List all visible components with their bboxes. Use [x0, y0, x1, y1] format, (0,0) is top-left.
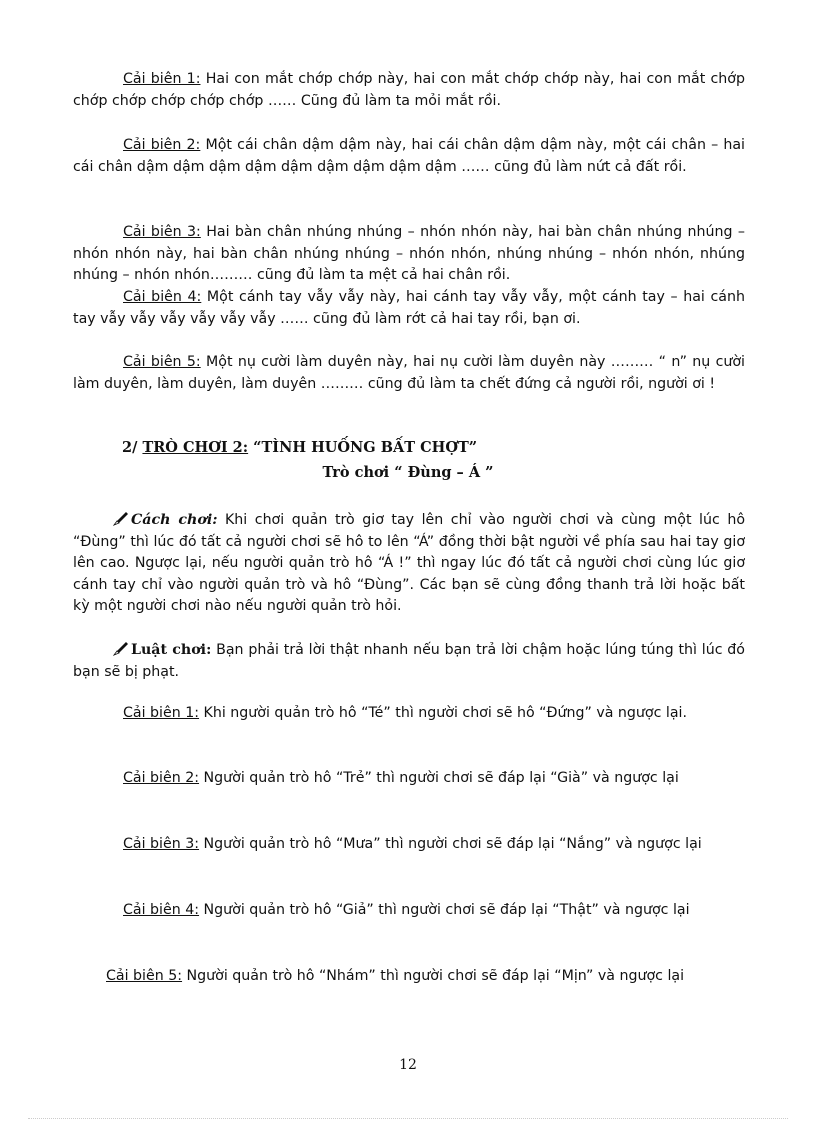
variant-paragraph-5 — [73, 352, 745, 395]
section-heading — [122, 439, 477, 456]
page-number: 12 — [399, 1057, 417, 1073]
variant-text: Một nụ cười làm duyên này, hai nụ cười làm duyên này ……… “ n” nụ cười làm duyên, làm duyên, làm duyên ……… cũng đủ làm ta chết đứng cả người rồi, người ơi ! — [73, 354, 745, 392]
how-to-play-label: Cách chơi: — [131, 512, 218, 528]
variant-text: Người quản trò hô “Trẻ” thì người chơi sẽ đáp lại “Già” và ngược lại — [199, 770, 679, 786]
variant-b-paragraph-1 — [73, 703, 745, 725]
page-bottom-divider — [28, 1118, 788, 1119]
how-to-play-paragraph — [73, 510, 745, 618]
variant-text: Khi người quản trò hô “Té” thì người chơi sẽ hô “Đứng” và ngược lại. — [199, 705, 687, 721]
variant-text: Người quản trò hô “Giả” thì người chơi sẽ đáp lại “Thật” và ngược lại — [199, 902, 690, 918]
variant-text: Hai bàn chân nhúng nhúng – nhón nhón này, hai bàn chân nhúng nhúng – nhón nhón này, hai bàn chân nhúng nhúng – nhón nhón, nhúng nhúng – nhón nhón, nhúng nhúng – nhón nhón……… cũng đủ làm ta mệt cả hai chân rồi. — [73, 224, 745, 283]
variant-label: Cải biên 2: — [123, 137, 201, 153]
variant-text: Một cái chân dậm dậm này, hai cái chân dậm dậm này, một cái chân – hai cái chân dậm dậm dậm dậm dậm dậm dậm dậm dậm …… cũng đủ làm nứt cả đất rồi. — [73, 137, 745, 175]
variant-text: Một cánh tay vẫy vẫy này, hai cánh tay vẫy vẫy, một cánh tay – hai cánh tay vẫy vẫy vẫy vẫy vẫy vẫy …… cũng đủ làm rớt cả hai tay rồi, bạn ơi. — [73, 289, 745, 327]
variant-label: Cải biên 1: — [123, 705, 200, 721]
pen-nib-icon — [113, 642, 129, 656]
variant-b-paragraph-4 — [73, 900, 745, 922]
section-title-underlined: TRÒ CHƠI 2: — [142, 439, 249, 456]
how-to-play-text: Khi chơi quản trò giơ tay lên chỉ vào người chơi và cùng một lúc hô “Đùng” thì lúc đó tất cả người chơi sẽ hô to lên “Á” đồng thời bật người về phía sau hai tay giơ lên cao. Ngược lại, nếu người quản trò hô “Á !” thì ngay lúc đó tất cả người chơi cùng lúc giơ cánh tay chỉ vào người quản trò và hô “Đùng”. Các bạn sẽ cùng đồng thanh trả lời hoặc bất kỳ một người chơi nào nếu người quản trò hỏi. — [73, 512, 746, 614]
variant-text: Người quản trò hô “Mưa” thì người chơi sẽ đáp lại “Nắng” và ngược lại — [199, 836, 702, 852]
variant-label: Cải biên 5: — [123, 354, 201, 370]
rules-label: Luật chơi: — [131, 642, 212, 658]
variant-label: Cải biên 3: — [123, 224, 201, 240]
variant-label: Cải biên 2: — [123, 770, 200, 786]
rules-paragraph — [73, 640, 745, 683]
section-title: “TÌNH HUỐNG BẤT CHỢT” — [248, 439, 478, 456]
pen-nib-icon — [113, 512, 129, 526]
variant-label: Cải biên 5: — [106, 968, 183, 984]
variant-text: Hai con mắt chớp chớp này, hai con mắt chớp chớp này, hai con mắt chớp chớp chớp chớp chớp chớp …… Cũng đủ làm ta mỏi mắt rồi. — [73, 71, 745, 109]
variant-b-paragraph-3 — [73, 834, 745, 856]
section-subtitle: Trò chơi “ Đùng – Á ” — [322, 464, 494, 481]
variant-b-paragraph-2 — [73, 768, 745, 790]
rules-text: Bạn phải trả lời thật nhanh nếu bạn trả lời chậm hoặc lúng túng thì lúc đó bạn sẽ bị phạt. — [73, 642, 745, 680]
variant-label: Cải biên 4: — [123, 289, 202, 305]
variant-b-paragraph-5 — [73, 966, 745, 988]
variant-label: Cải biên 1: — [123, 71, 201, 87]
variant-paragraph-2 — [73, 135, 745, 178]
section-number: 2/ — [122, 439, 143, 456]
variant-label: Cải biên 3: — [123, 836, 200, 852]
variant-label: Cải biên 4: — [123, 902, 200, 918]
variant-paragraph-3 — [73, 222, 745, 287]
variant-paragraph-4 — [73, 287, 745, 330]
variant-text: Người quản trò hô “Nhám” thì người chơi sẽ đáp lại “Mịn” và ngược lại — [182, 968, 685, 984]
variant-paragraph-1 — [73, 69, 745, 112]
